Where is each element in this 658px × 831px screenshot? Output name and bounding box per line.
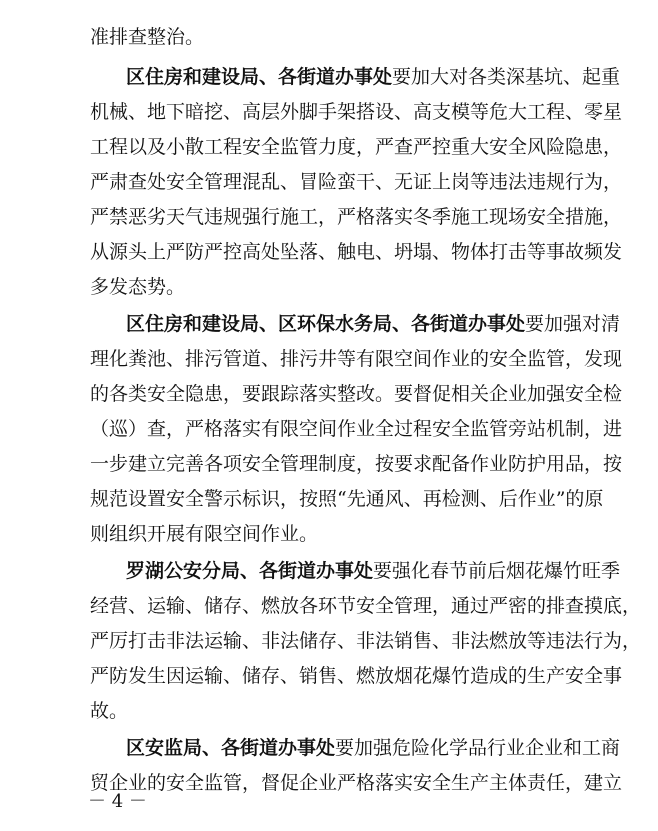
text-run: 一步建立完善各项安全管理制度，按要求配备作业防护用品，按: [90, 453, 623, 475]
paragraph-lead-line: [126, 556, 621, 586]
text-run: 规范设置安全警示标识，按照“先通风、再检测、后作业”的原: [90, 488, 604, 510]
text-run: 经营、运输、储存、燃放各环节安全管理，通过严密的排查摸底，: [90, 595, 642, 617]
paragraph-lead: 罗湖公安分局、各街道办事处: [126, 560, 374, 582]
text-run: 故。: [90, 700, 129, 722]
text-run: 则组织开展有限空间作业。: [90, 523, 319, 545]
text-run: 严防发生因运输、储存、销售、燃放烟花爆竹造成的生产安全事: [90, 665, 623, 687]
paragraph-lead: 区安监局、各街道办事处: [126, 737, 336, 759]
paragraph-lead-line: [126, 733, 621, 763]
text-run: （巡）查，严格落实有限空间作业全过程安全监管旁站机制，进: [90, 418, 623, 440]
text-line: [90, 626, 642, 656]
text-line: [90, 519, 580, 549]
text-line: [90, 272, 580, 302]
paragraph-lead: 区住房和建设局、区环保水务局、各街道办事处: [126, 313, 526, 335]
text-line: [90, 97, 623, 127]
text-line: [90, 344, 623, 374]
text-line: [90, 768, 623, 798]
text-line: [90, 414, 623, 444]
text-line: [90, 167, 623, 197]
text-run: 工程以及小散工程安全监管力度，严查严控重大安全风险隐患，: [90, 136, 623, 158]
text-run: 要加大对各类深基坑、起重: [392, 66, 621, 88]
text-line: [90, 202, 623, 232]
text-run: 要加强对清: [525, 313, 621, 335]
text-run: 多发态势。: [90, 276, 186, 298]
text-line: [90, 132, 623, 162]
paragraph-lead-line: [126, 62, 621, 92]
page-number: － 4 －: [88, 791, 147, 812]
text-run: 准排查整治。: [90, 26, 205, 48]
text-line: [90, 696, 580, 726]
text-line: [90, 591, 642, 621]
text-run: 严肃查处安全管理混乱、冒险蛮干、无证上岗等违法违规行为，: [90, 171, 623, 193]
text-run: 严禁恶劣天气违规强行施工，严格落实冬季施工现场安全措施，: [90, 206, 623, 228]
text-run: 机械、地下暗挖、高层外脚手架搭设、高支模等危大工程、零星: [90, 101, 623, 123]
paragraph-lead: 区住房和建设局、各街道办事处: [126, 66, 393, 88]
text-line: [90, 379, 623, 409]
text-run: 贸企业的安全监管，督促企业严格落实安全生产主体责任，建立: [90, 772, 623, 794]
text-run: 严厉打击非法运输、非法储存、非法销售、非法燃放等违法行为，: [90, 630, 642, 652]
text-run: 要加强危险化学品行业企业和工商: [335, 737, 621, 759]
text-run: 的各类安全隐患，要跟踪落实整改。要督促相关企业加强安全检: [90, 383, 623, 405]
text-run: 从源头上严防严控高处坠落、触电、坍塌、物体打击等事故频发: [90, 241, 623, 263]
text-line: [90, 22, 580, 52]
text-run: 要强化春节前后烟花爆竹旺季: [373, 560, 621, 582]
text-line: [90, 237, 623, 267]
paragraph-lead-line: [126, 309, 621, 339]
text-line: [90, 661, 623, 691]
text-line: [90, 449, 623, 479]
text-line: [90, 484, 604, 514]
text-run: 理化粪池、排污管道、排污井等有限空间作业的安全监管，发现: [90, 348, 623, 370]
